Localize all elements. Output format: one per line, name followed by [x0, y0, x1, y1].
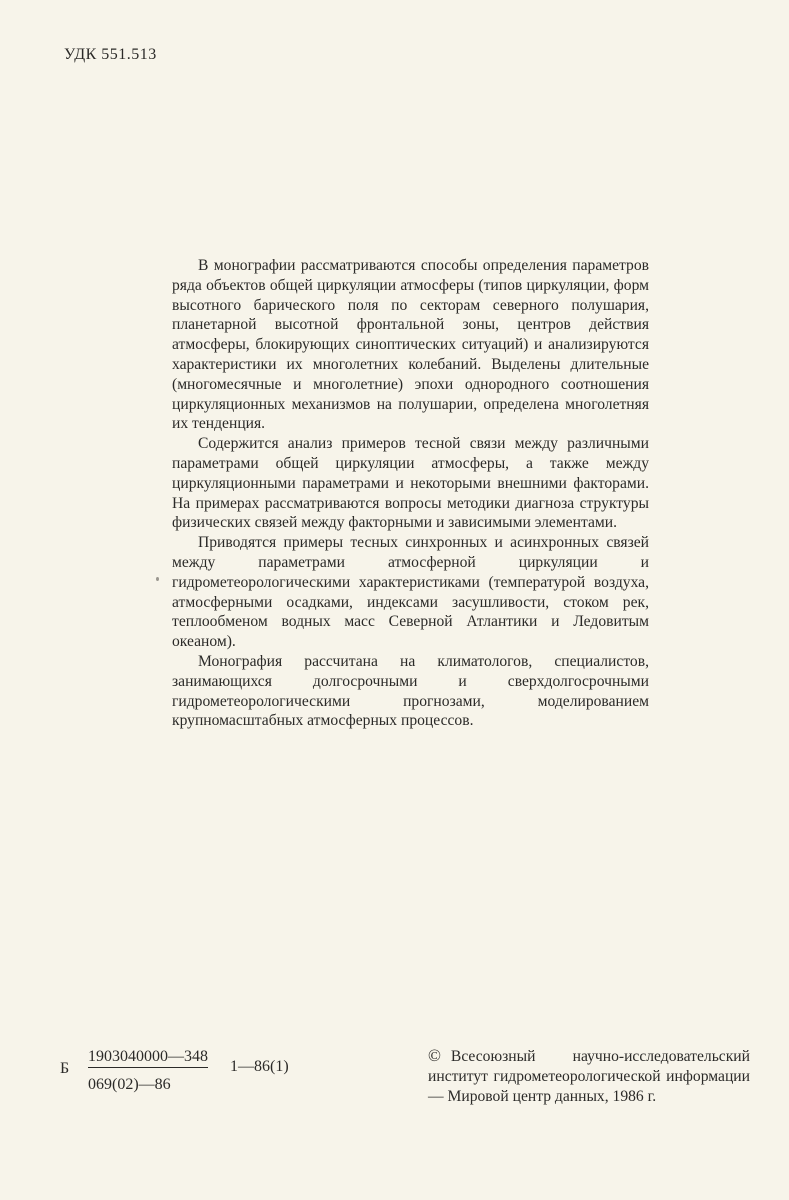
udk-code: УДК 551.513	[64, 46, 157, 63]
abstract-paragraph-1: В монографии рассматриваются способы определения параметров ряда объектов общей циркуляции атмосферы (типов циркуляции, форм высотного барического поля по секторам северного полушария, планетарной высотной фронтальной зоны, центров действия атмосферы, блокирующих синоптических ситуаций) и анализируются характеристики их многолетних колебаний. Выделены длительные (многомесячные и многолетние) эпохи однородного соотношения циркуляционных механизмов на полушарии, определена многолетняя их тенденция.	[172, 257, 649, 433]
bibliographic-index	[60, 1048, 360, 1108]
biblio-suffix: 1—86(1)	[230, 1058, 289, 1075]
print-speck	[156, 577, 159, 581]
copyright-notice	[428, 1046, 750, 1106]
copyright-icon: ©	[428, 1046, 441, 1065]
copyright-text: Всесоюзный научно-исследовательский институт гидрометеорологической информации — Мировой центр данных, 1986 г.	[428, 1048, 750, 1105]
biblio-letter: Б	[60, 1060, 70, 1077]
abstract-paragraph-3: Приводятся примеры тесных синхронных и асинхронных связей между параметрами атмосферной циркуляции и гидрометеорологическими характеристиками (температурой воздуха, атмосферными осадками, индексами засушливости, стоком рек, теплообменом водных масс Северной Атлантики и Ледовитым океаном).	[172, 534, 649, 651]
abstract-paragraph-4: Монография рассчитана на климатологов, специалистов, занимающихся долгосрочными и сверхдолгосрочными гидрометеорологическими прогнозами, моделированием крупномасштабных атмосферных процессов.	[172, 652, 649, 730]
biblio-denominator: 069(02)—86	[88, 1076, 171, 1093]
biblio-numerator: 1903040000—348	[88, 1048, 208, 1068]
abstract-block	[172, 256, 649, 731]
abstract-paragraph-2: Содержится анализ примеров тесной связи между различными параметрами общей циркуляции атмосферы, а также между циркуляционными параметрами и некоторыми внешними факторами. На примерах рассматриваются вопросы методики диагноза структуры физических связей между факторными и зависимыми элементами.	[172, 435, 649, 532]
